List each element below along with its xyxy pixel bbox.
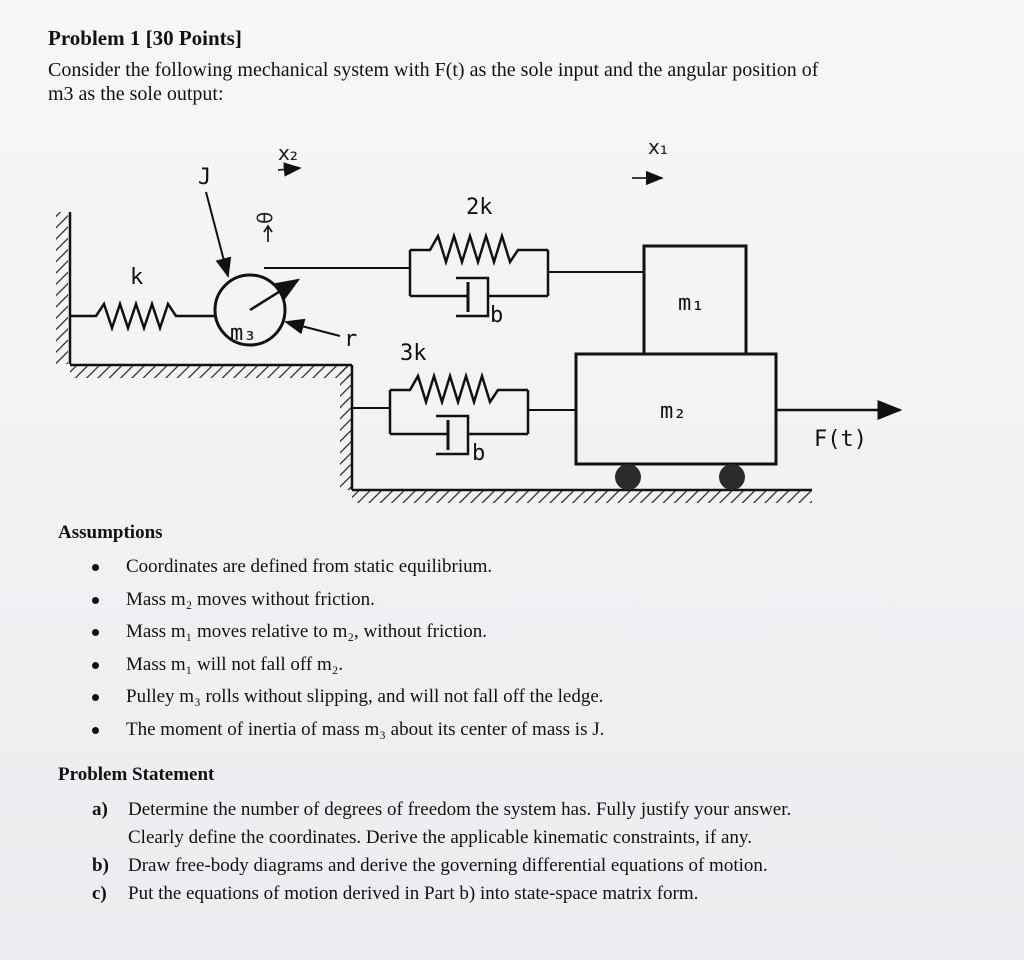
problem-statement-list [92,796,791,908]
label-m3: m₃ [230,321,257,346]
assumption-item: Mass m₁ will not fall off m₂. [88,650,604,683]
label-2k: 2k [466,195,493,220]
assumption-item: Mass m₂ moves without friction. [88,585,604,618]
label-J: J [198,165,212,190]
bullet-icon [92,727,99,734]
wheel-right [719,464,745,490]
radius-pointer [286,322,340,336]
label-x2: x₂ [278,141,298,165]
bullet-icon [92,564,99,571]
statement-item-b: b) Draw free-body diagrams and derive the governing differential equations of motion. [92,855,768,876]
problem-title: Problem 1 [30 Points] [48,26,242,50]
problem-intro [48,58,948,106]
assumption-item: The moment of inertia of mass m₃ about its center of mass is J. [88,715,604,748]
statement-item-a: a) Determine the number of degrees of freedom the system has. Fully justify your answer. Clearly define the coordinates. Derive the applicable kinematic constraints, if any. [92,799,792,848]
label-F: F(t) [814,427,867,452]
J-pointer [206,192,228,276]
bullet-icon [92,694,99,701]
problem-statement-heading: Problem Statement [58,764,215,785]
spring-k [70,304,216,328]
label-3k: 3k [400,341,427,366]
label-b-top: b [490,303,504,328]
assumption-item: Mass m₁ moves relative to m₂, without friction. [88,617,604,650]
label-b-bottom: b [472,441,486,466]
wheel-left [615,464,641,490]
label-r: r [344,327,358,352]
left-wall-hatch [56,212,68,364]
assumptions-list [88,552,604,747]
label-theta: θ [253,211,277,224]
bullet-icon [92,597,99,604]
intro-line-1: Consider the following mechanical system with F(t) as the sole input and the angular position of [48,59,819,81]
assumptions-heading: Assumptions [58,522,163,543]
bullet-icon [92,662,99,669]
spring-2k [410,236,548,262]
ledge-hatch [340,366,352,490]
assumption-item: Coordinates are defined from static equilibrium. [88,552,604,585]
label-m2: m₂ [660,399,687,424]
upper-floor-hatch [70,366,352,378]
spring-3k [390,376,528,402]
theta-arrow-icon [264,226,272,242]
lower-floor-hatch [352,491,812,503]
label-x1: x₁ [648,135,668,159]
intro-line-2: m3 as the sole output: [48,83,224,105]
label-k: k [130,265,144,290]
label-m1: m₁ [678,291,705,316]
statement-item-c: c) Put the equations of motion derived in Part b) into state-space matrix form. [92,883,699,904]
mechanical-system-diagram [0,130,1024,510]
x2-arrow [278,168,300,170]
assumption-item: Pulley m₃ rolls without slipping, and will not fall off the ledge. [88,682,604,715]
bullet-icon [92,629,99,636]
